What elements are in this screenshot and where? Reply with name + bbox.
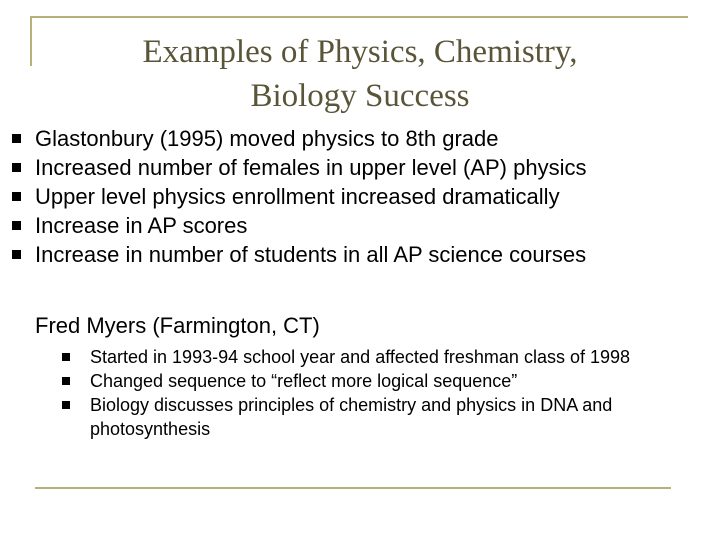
- slide-title: Examples of Physics, Chemistry, Biology Success: [142, 34, 578, 114]
- square-bullet-icon: [62, 401, 70, 409]
- subheading: Fred Myers (Farmington, CT): [35, 313, 320, 338]
- square-bullet-icon: [12, 163, 21, 172]
- bullet-text: Increase in number of students in all AP science courses: [35, 242, 587, 267]
- sub-bullet-text: Started in 1993-94 school year and affected freshman class of 1998: [90, 347, 631, 367]
- sub-bullet-list: [60, 345, 700, 441]
- bullet-item: [10, 182, 710, 211]
- left-rule: [30, 16, 32, 66]
- bullet-text: Upper level physics enrollment increased dramatically: [35, 184, 560, 209]
- sub-bullet-text: Biology discusses principles of chemistry and physics in DNA and photosynthesis: [90, 395, 613, 439]
- sub-bullet-item: [60, 345, 700, 369]
- square-bullet-icon: [12, 192, 21, 201]
- square-bullet-icon: [12, 134, 21, 143]
- bullet-list: [10, 124, 710, 269]
- sub-bullet-text: Changed sequence to “reflect more logical sequence”: [90, 371, 518, 391]
- square-bullet-icon: [12, 221, 21, 230]
- bottom-rule: [35, 487, 671, 489]
- bullet-text: Increase in AP scores: [35, 213, 248, 238]
- sub-bullet-item: [60, 369, 700, 393]
- bullet-item: [10, 124, 710, 153]
- bullet-item: [10, 153, 710, 182]
- top-rule: [30, 16, 688, 18]
- bullet-text: Increased number of females in upper level (AP) physics: [35, 155, 587, 180]
- sub-bullet-item: [60, 393, 700, 441]
- square-bullet-icon: [62, 353, 70, 361]
- square-bullet-icon: [12, 250, 21, 259]
- bullet-item: [10, 211, 710, 240]
- bullet-text: Glastonbury (1995) moved physics to 8th grade: [35, 126, 499, 151]
- square-bullet-icon: [62, 377, 70, 385]
- bullet-item: [10, 240, 710, 269]
